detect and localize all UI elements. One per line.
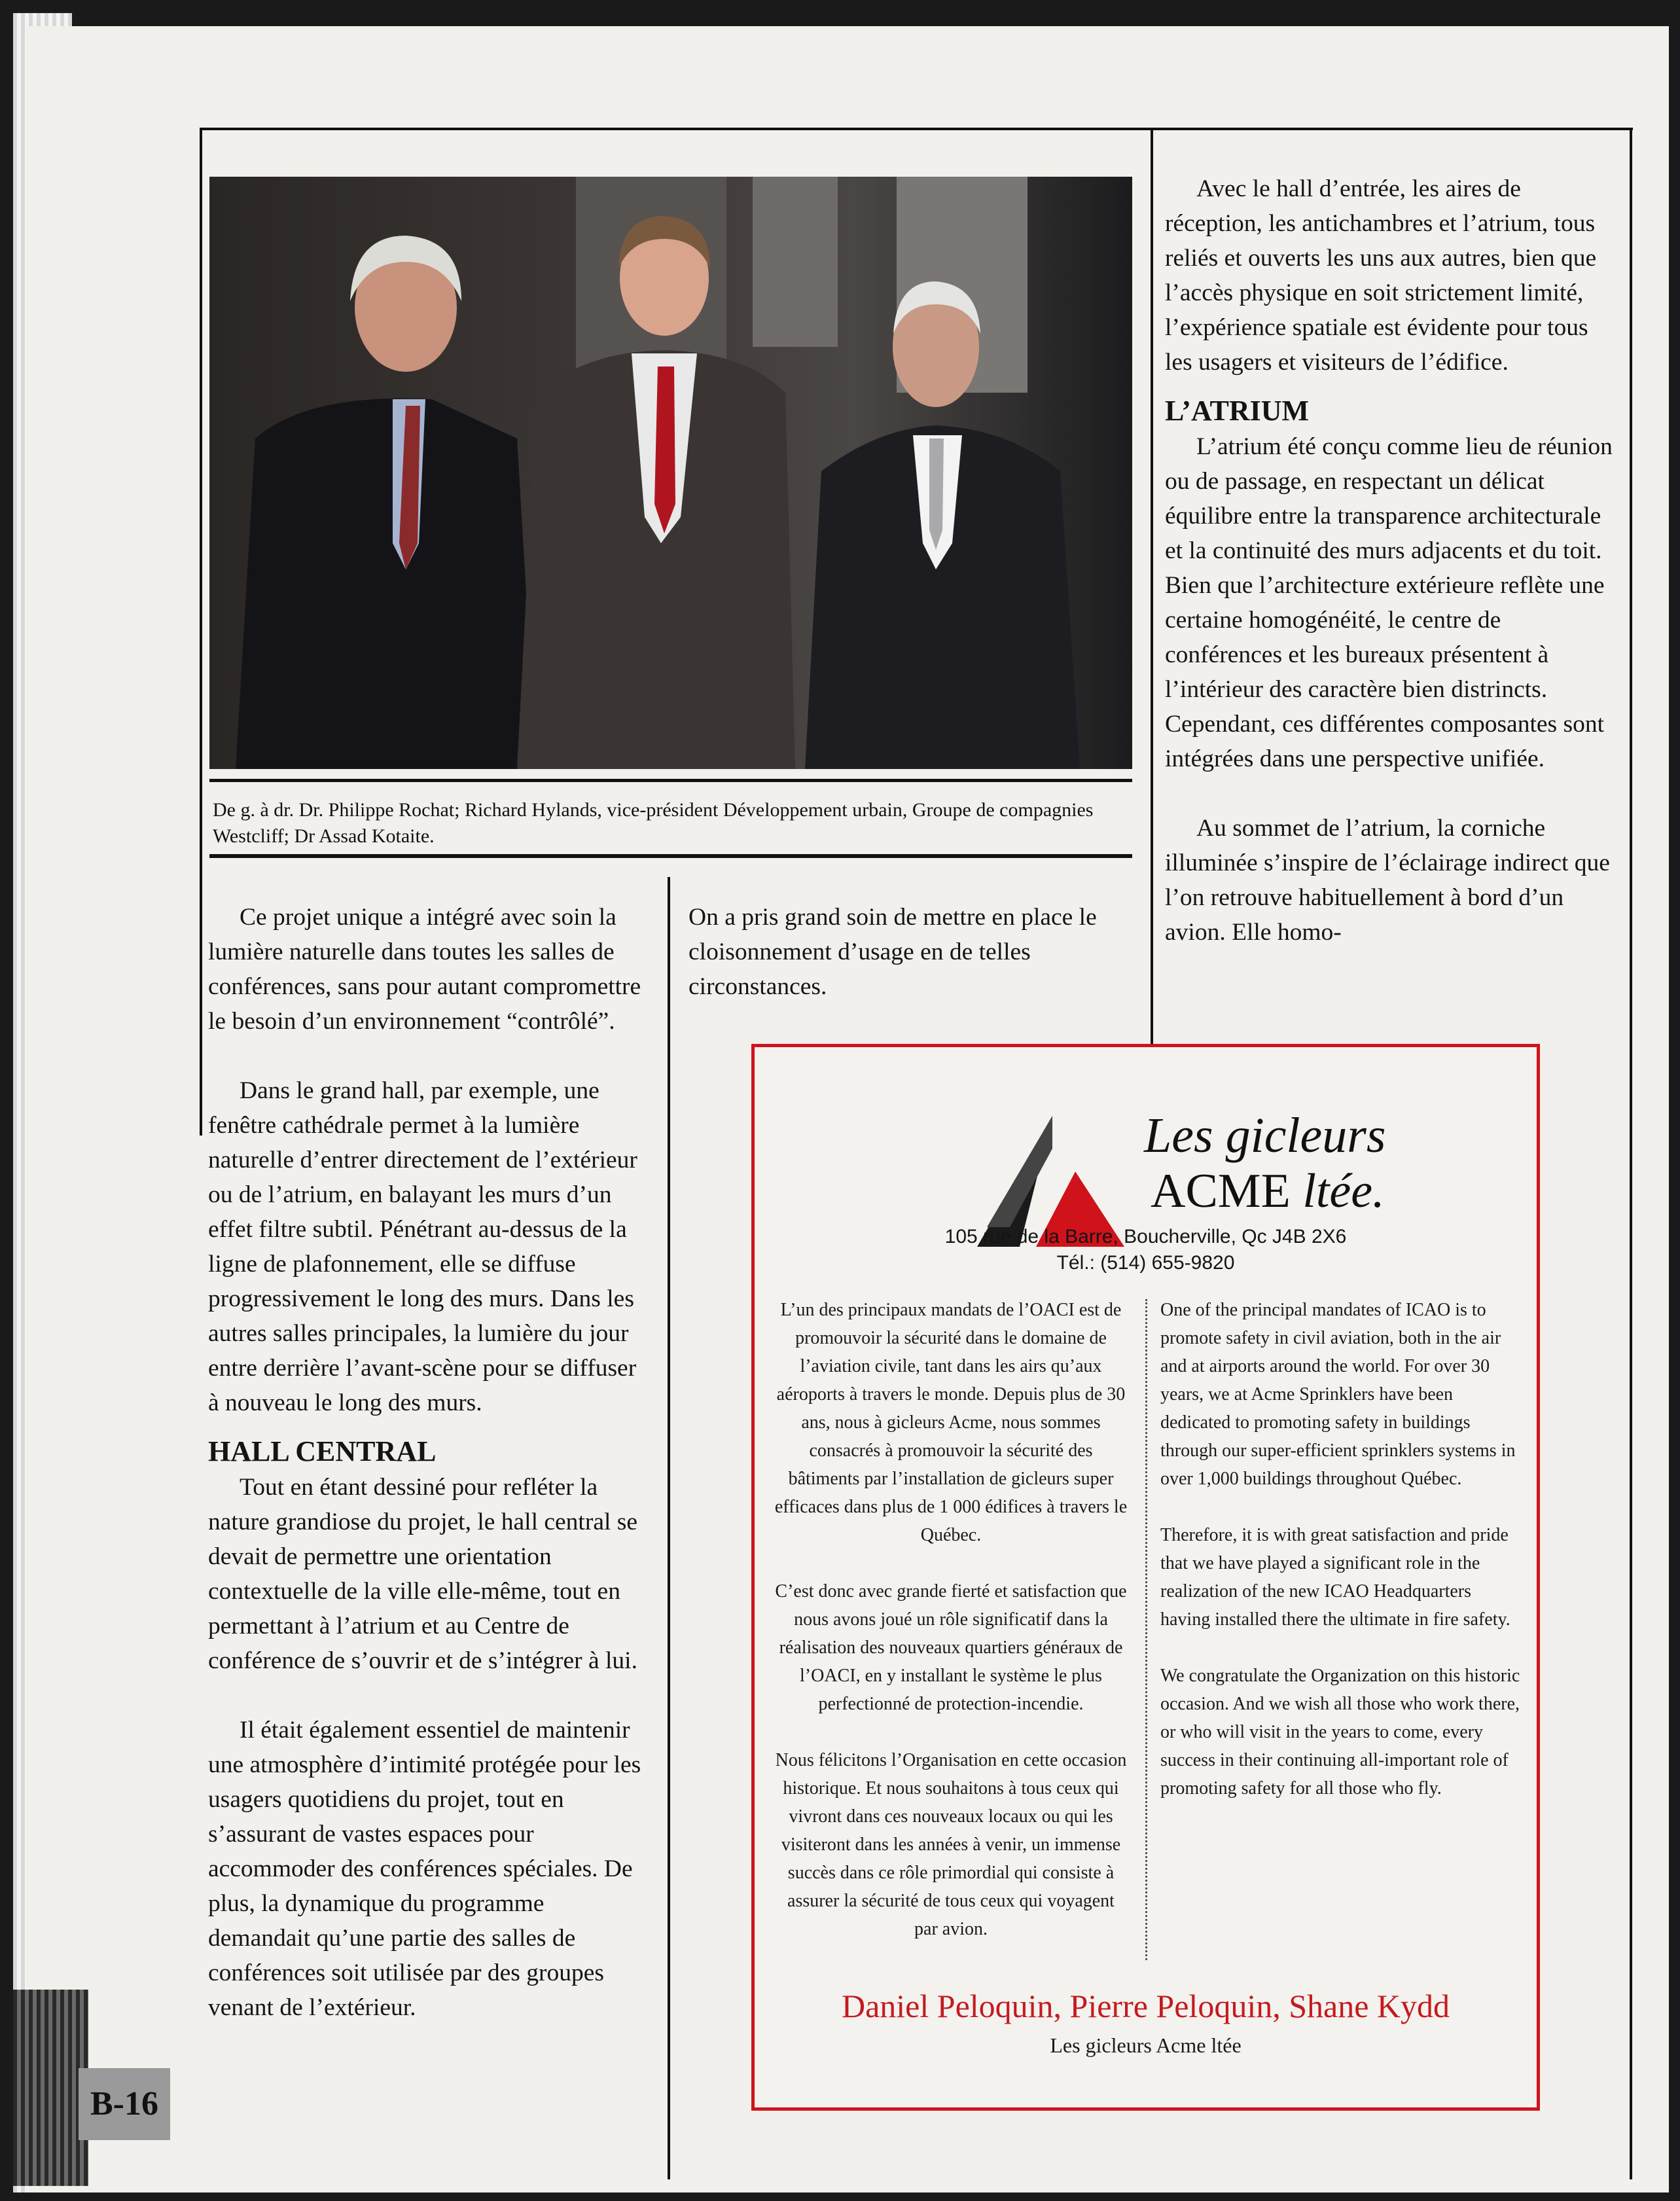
photo-illustration <box>209 177 1132 769</box>
left-paragraph-1: Ce projet unique a intégré avec soin la lumière naturelle dans toutes les salles de conférences, sans pour autant compromettre le besoin d’un environnement “contrôlé”. <box>208 904 641 1035</box>
caption-rule-top <box>209 779 1132 782</box>
ad-french-paragraph-3: Nous félicitons l’Organisation en cette occasion historique. Et nous souhaitons à tous ceux qui vivront dans ces nouveaux locaux ou qui les visiteront dans les années à venir, un immense succès dans ce rôle primordial qui consiste à assurer la sécurité de tous ceux qui voyagent par avion. <box>775 1750 1127 1939</box>
brand-ltee-word: ltée. <box>1302 1164 1385 1218</box>
spacer <box>208 1039 645 1073</box>
right-column <box>1165 171 1618 950</box>
ad-signature-company: Les gicleurs Acme ltée <box>1050 2033 1242 2057</box>
ad-signature: Daniel Peloquin, Pierre Peloquin, Shane Kydd <box>841 1988 1450 2024</box>
middle-paragraph-1: On a pris grand soin de mettre en place le cloisonnement d’usage en de telles circonstances. <box>688 904 1097 1000</box>
left-paragraph-3: Tout en étant dessiné pour refléter la nature grandiose du projet, le hall central se devait de permettre une orientation contextuelle de la ville elle-même, tout en permettant à l’atrium et au Centre de conférence de s’ouvrir et de s’intégrer à lui. <box>208 1474 637 1674</box>
left-column <box>208 900 645 2025</box>
acme-advertisement <box>751 1044 1540 2111</box>
binding-edge-dark <box>13 1990 88 2186</box>
ad-english-paragraph-1: One of the principal mandates of ICAO is to promote safety in civil aviation, both in the air and at airports around the world. For over 30 years, we at Acme Sprinklers have been dedicated to promoting safety in buildings through our super-efficient sprinklers systems in over 1,000 buildings throughout Québec. <box>1160 1300 1516 1489</box>
group-photo <box>209 177 1132 769</box>
brand-name-script: Les gicleurs <box>1144 1108 1386 1163</box>
left-paragraph-4: Il était également essentiel de maintenir une atmosphère d’intimité protégée pour les usagers quotidiens du projet, tout en s’assurant de vastes espaces pour accommoder des conférences spéciales. De plus, la dynamique du programme demandait qu’une partie des salles de conférences soit utilisée par des groupes venant de l’extérieur. <box>208 1717 641 2021</box>
ad-english-paragraph-3: We congratulate the Organization on this historic occasion. And we wish all those who work there, or who will visit in the years to come, every success in their continuing all-important role of promoting safety for all those who fly. <box>1160 1666 1520 1798</box>
right-paragraph-1: Avec le hall d’entrée, les aires de réception, les antichambres et l’atrium, tous reliés et ouverts les uns aux autres, bien que l’accès physique en soit strictement limité, l’expérience spatiale est évidente pour tous les usagers et visiteurs de l’édifice. <box>1165 175 1597 376</box>
spacer <box>208 1678 645 1713</box>
outer-right-rule <box>1630 128 1632 2179</box>
caption-rule-bottom <box>209 854 1132 858</box>
ad-phone: Tél.: (514) 655-9820 <box>1056 1252 1235 1274</box>
column-divider-middle <box>668 877 670 2179</box>
ad-address: 105 rue de la Barre, Boucherville, Qc J4B 2X6 <box>944 1226 1347 1247</box>
spacer <box>1165 380 1618 393</box>
ad-french-paragraph-2: C’est donc avec grande fierté et satisfaction que nous avons joué un rôle significatif dans la réalisation des nouveaux quartiers généraux de l’OACI, en y installant le système le plus perfectionné de protection-incendie. <box>775 1581 1127 1714</box>
ad-french-text <box>774 1296 1128 1971</box>
ad-english-text <box>1160 1296 1524 1831</box>
spacer <box>1165 776 1618 811</box>
heading-atrium: L’ATRIUM <box>1165 395 1310 427</box>
left-paragraph-2: Dans le grand hall, par exemple, une fenêtre cathédrale permet à la lumière naturelle d’entrer directement de l’extérieur ou de l’atrium, en balayant les murs d’un effet filtre subtil. Pénétrant au-dessus de la ligne de plafonnement, elle se diffuse progressivement le long des murs. Dans les autres salles principales, la lumière du jour entre derrière l’avant-scène pour se diffuser à nouveau le long des murs. <box>208 1077 637 1416</box>
photo-caption: De g. à dr. Dr. Philippe Rochat; Richard Hylands, vice-président Développement urbain, Groupe de compagnies Westcliff; Dr Assad Kotaite. <box>213 799 1094 847</box>
ad-column-divider <box>1145 1299 1147 1960</box>
brand-name-acme <box>1151 1165 1385 1217</box>
ad-french-paragraph-1: L’un des principaux mandats de l’OACI est de promouvoir la sécurité dans le domaine de l’aviation civile, tant dans les airs qu’aux aéroports à travers le monde. Depuis plus de 30 ans, nous à gicleurs Acme, nous sommes consacrés à promouvoir la sécurité des bâtiments par l’installation de gicleurs super efficaces dans plus de 1 000 édifices à travers le Québec. <box>774 1300 1128 1545</box>
right-paragraph-2: L’atrium été conçu comme lieu de réunion ou de passage, en respectant un délicat équilibre entre la transparence architecturale et la continuité des murs adjacents et du toit. Bien que l’architecture extérieure reflète une certaine homogénéité, le centre de conférences et les bureaux présentent à l’intérieur des caractère bien distrincts. Cependant, ces différentes composantes sont intégrées dans une perspective unifiée. <box>1165 433 1613 772</box>
page-number: B-16 <box>79 2068 170 2140</box>
middle-column <box>688 900 1134 1004</box>
column-divider-right <box>1151 128 1153 1044</box>
right-paragraph-3: Au sommet de l’atrium, la corniche illuminée s’inspire de l’éclairage indirect que l’on retrouve habituellement à bord d’un avion. Elle homo- <box>1165 815 1610 946</box>
top-rule <box>200 128 1633 130</box>
spacer <box>208 1420 645 1433</box>
brand-acme-word: ACME <box>1151 1164 1291 1218</box>
heading-hall-central: HALL CENTRAL <box>208 1435 437 1467</box>
ad-english-paragraph-2: Therefore, it is with great satisfaction and pride that we have played a significant role in the realization of the new ICAO Headquarters having installed there the ultimate in fire safety. <box>1160 1525 1510 1630</box>
outer-left-rule <box>200 128 202 1136</box>
